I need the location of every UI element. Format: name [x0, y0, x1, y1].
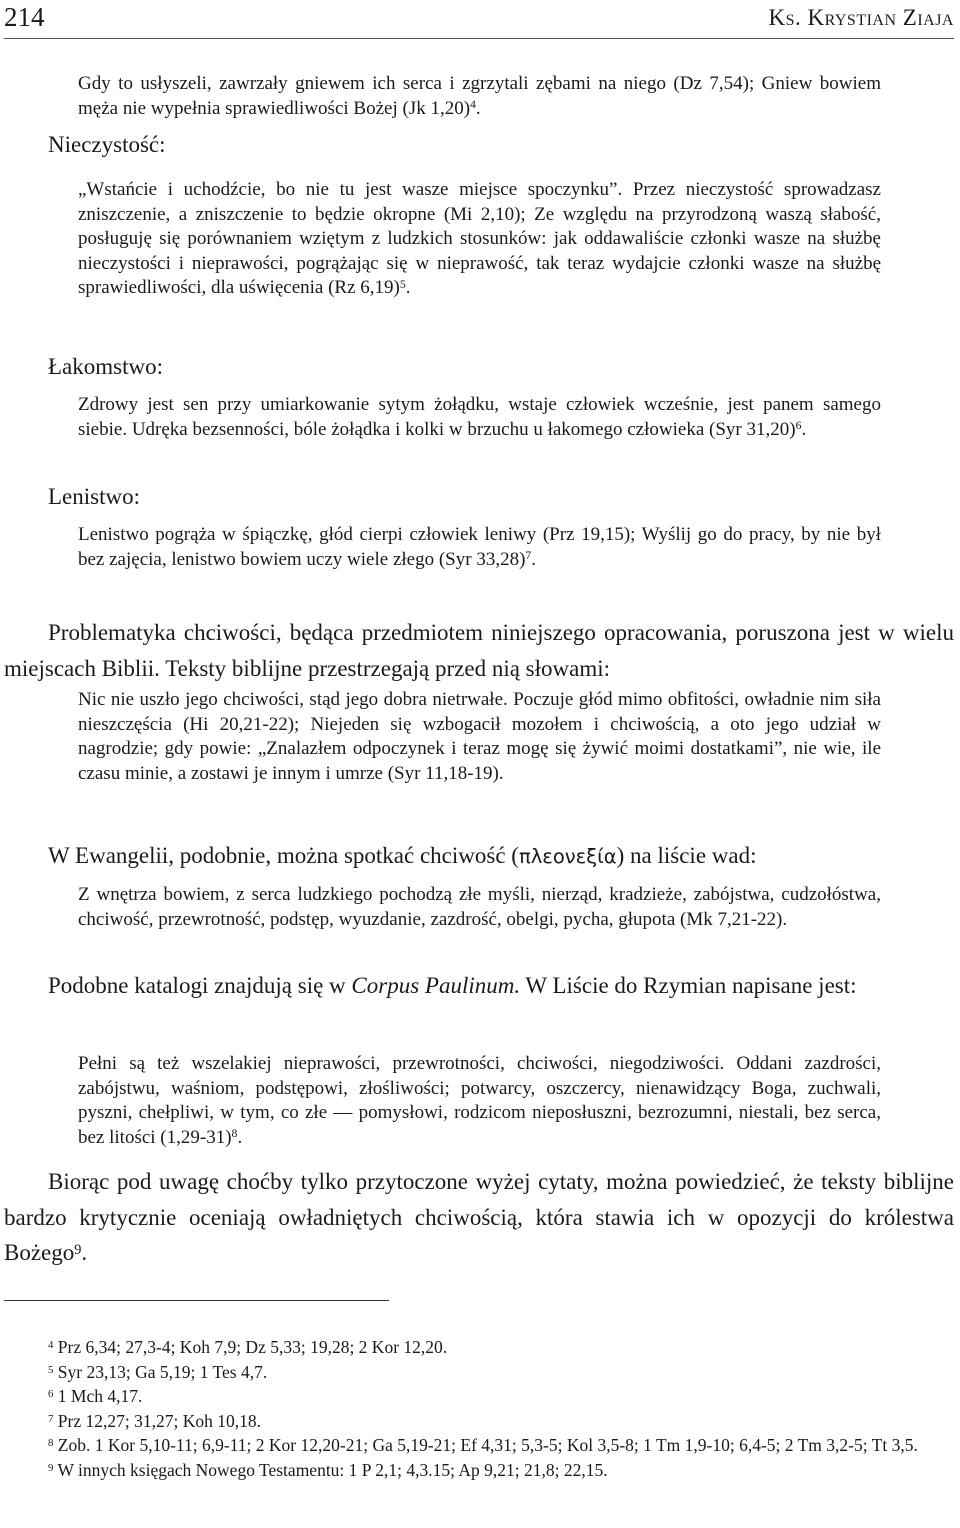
quote-lenistwo	[78, 523, 881, 572]
quote-end: .	[531, 548, 537, 570]
footnote-ref-5[interactable]: 5	[399, 277, 406, 291]
paragraph-text: Podobne katalogi znajdują się w	[48, 973, 352, 998]
quote-lakomstwo	[78, 393, 881, 442]
footnote-ref-8[interactable]: 8	[231, 1127, 238, 1141]
quote-end: .	[405, 277, 411, 298]
footnotes	[4, 1335, 954, 1482]
footnote-number: 6	[48, 1388, 54, 1401]
quote-text: Lenistwo pogrąża w śpiączkę, głód cierpi człowiek leniwy (Prz 19,15); Wyślij go do pracy, by nie był bez zajęcia, lenistwo bowiem uczy wiele złego (Syr 33,28)	[78, 524, 881, 570]
quote-hiob-syrach: Nic nie uszło jego chciwości, stąd jego dobra nietrwałe. Poczuje głód mimo obfitości, owładnie nim siła nieszczęścia (Hi 20,21-22); Niejeden się wzbogacił mozołem i chciwością, a oto jego udział w nagrodzie; gdy powie: „Znalazłem odpoczynek i teraz mogę się żywić moimi dostatkami”, nie wie, ile czasu minie, a zostawi je innym i umrze (Syr 11,18-19).	[78, 689, 881, 784]
footnote-ref-4[interactable]: 4	[470, 98, 476, 112]
footnote-text: Prz 6,34; 27,3-4; Koh 7,9; Dz 5,33; 19,28; 2 Kor 12,20.	[53, 1337, 448, 1357]
quote-marek: Z wnętrza bowiem, z serca ludzkiego pochodzą złe myśli, nierząd, kradzieże, zabójstwa, cudzołóstwa, chciwość, przewrotność, podstęp, wyuzdanie, zazdrość, obelgi, pycha, głupota (Mk 7,21-22).	[78, 884, 881, 930]
footnote-number: 8	[48, 1437, 54, 1450]
footnote-text: 1 Mch 4,17.	[53, 1386, 143, 1406]
footnote-6	[4, 1384, 954, 1409]
footnote-number: 4	[48, 1339, 54, 1352]
footnote-4	[4, 1335, 954, 1360]
paragraph-konkluzja	[4, 1164, 954, 1271]
quote-gniew	[78, 72, 881, 121]
quote-nieczystosc	[78, 178, 881, 301]
footnote-ref-7[interactable]: 7	[525, 549, 532, 563]
footnote-text: Zob. 1 Kor 5,10-11; 6,9-11; 2 Kor 12,20-21; Ga 5,19-21; Ef 4,31; 5,3-5; Kol 3,5-8; 1 Tm 1,9-10; 6,4-5; 2 Tm 3,2-5; Tt 3,5.	[53, 1435, 918, 1455]
label-nieczystosc: Nieczystość:	[48, 132, 166, 157]
footnote-number: 7	[48, 1412, 54, 1425]
paragraph-text: W Ewangelii, podobnie, można spotkać chciwość (	[48, 843, 519, 868]
quote-text: „Wstańcie i uchodźcie, bo nie tu jest wasze miejsce spoczynku”. Przez nieczystość sprowadzasz zniszczenie, a zniszczenie to będzie okropne (Mi 2,10); Ze względu na przyrodzoną waszą słabość, posługuję się porównaniem wziętym z ludzkich stosunków: jak oddawaliście członki wasze na służbę nieczystości i nieprawości, pogrążając się w nieprawość, tak teraz wydajcie członki wasze na służbę sprawiedliwości, dla uświęcenia (Rz 6,19)	[78, 179, 881, 298]
footnote-8	[4, 1433, 954, 1458]
paragraph-text: ) na liście wad:	[616, 843, 757, 868]
paragraph-text: Biorąc pod uwagę choćby tylko przytoczone wyżej cytaty, można powiedzieć, że teksty biblijne bardzo krytycznie oceniają owładniętych chciwością, która stawia ich w opozycji do królestwa Bożego	[4, 1169, 954, 1265]
footnote-ref-9[interactable]: 9	[74, 1241, 82, 1258]
page-number: 214	[4, 2, 45, 32]
footnote-9	[4, 1458, 954, 1483]
paragraph-ewangelia	[4, 838, 954, 875]
quote-rzymian	[78, 1052, 881, 1150]
footnote-text: W innych księgach Nowego Testamentu: 1 P 2,1; 4,3.15; Ap 9,21; 21,8; 22,15.	[53, 1459, 608, 1480]
running-head: Ks. Krystian Ziaja	[768, 5, 954, 30]
label-lakomstwo: Łakomstwo:	[48, 354, 163, 379]
quote-end: .	[801, 418, 807, 440]
greek-term: πλεονεξία	[518, 845, 617, 868]
quote-end: .	[237, 1126, 243, 1148]
footnote-text: Prz 12,27; 31,27; Koh 10,18.	[53, 1410, 261, 1431]
quote-text: Gdy to usłyszeli, zawrzały gniewem ich serca i zgrzytali zębami na niego (Dz 7,54); Gniew bowiem męża nie wypełnia sprawiedliwości Bożej (Jk 1,20)	[78, 73, 881, 119]
quote-text: Pełni są też wszelakiej nieprawości, przewrotności, chciwości, niegodziwości. Oddani zazdrości, zabójstwu, waśniom, podstępowi, złośliwości; potwarcy, oszczercy, nienawidzący Boga, zuchwali, pyszni, chełpliwi, w tym, co złe — pomysłowi, rodzicom nieposłuszni, bezrozumni, niestali, bez serca, bez litości (1,29-31)	[78, 1053, 881, 1148]
footnote-7	[4, 1409, 954, 1434]
footnote-5	[4, 1360, 954, 1385]
paragraph-corpus-paulinum	[4, 968, 954, 1004]
paragraph-end: .	[81, 1240, 88, 1265]
paragraph-problematyka: Problematyka chciwości, będąca przedmiotem niniejszego opracowania, poruszona jest w wielu miejscach Biblii. Teksty biblijne przestrzegają przed nią słowami:	[4, 620, 954, 681]
label-lenistwo: Lenistwo:	[48, 484, 140, 509]
quote-text: Zdrowy jest sen przy umiarkowanie sytym żołądku, wstaje człowiek wcześnie, jest panem samego siebie. Udręka bezsenności, bóle żołądka i kolki w brzuchu u łakomego człowieka (Syr 31,20)	[78, 394, 881, 440]
page-header	[4, 0, 954, 39]
paragraph-text: W Liście do Rzymian napisane jest:	[520, 973, 857, 998]
footnote-ref-6[interactable]: 6	[795, 419, 802, 433]
footnote-number: 9	[48, 1461, 54, 1474]
footnote-text: Syr 23,13; Ga 5,19; 1 Tes 4,7.	[53, 1361, 268, 1382]
footnote-number: 5	[48, 1363, 54, 1376]
footnote-separator	[4, 1300, 389, 1301]
italic-title: Corpus Paulinum.	[351, 973, 521, 998]
quote-end: .	[475, 97, 481, 119]
